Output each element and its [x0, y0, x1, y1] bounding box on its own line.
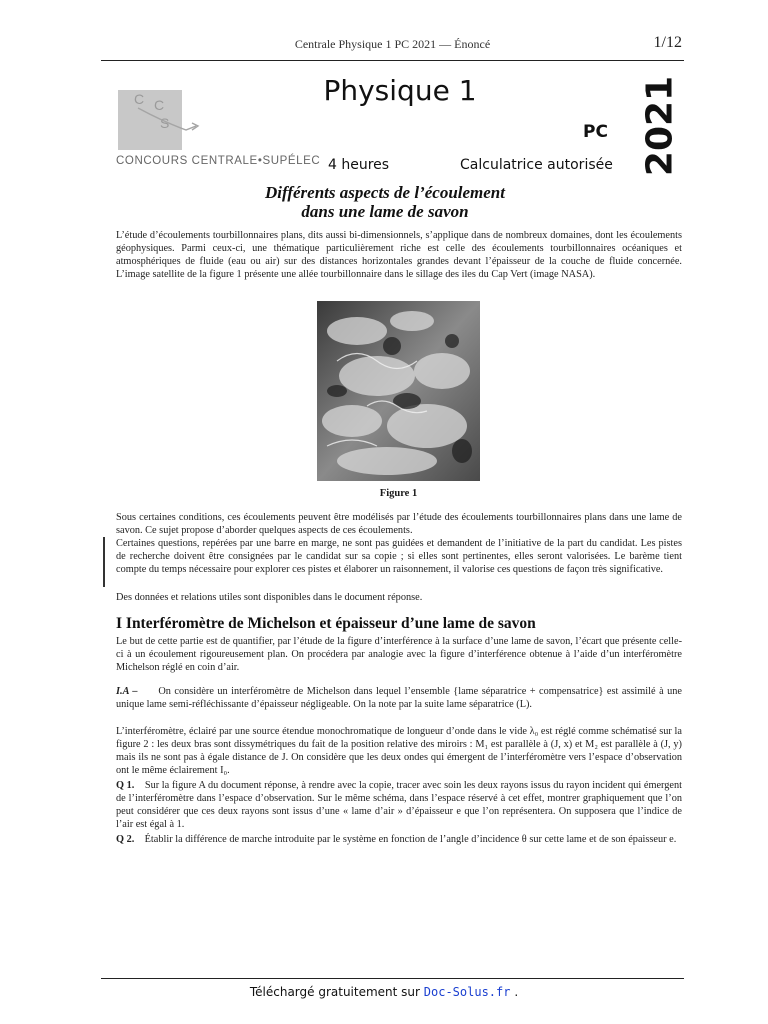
svg-text:S: S — [160, 115, 170, 131]
question-1 — [116, 779, 682, 831]
Q1-text: Sur la figure A du document réponse, à rendre avec la copie, tracer avec soin les deux rayons issus du rayon incident qui émergent de l’interféromètre dans l’espace d’observation. Sur le même schéma, dans l’espace réservé à cet effet, montrer graphiquement que l’on peut considérer que ces deux rayons sont issus d’une « lame d’air » d’épaisseur e que l’on représentera. On supposera que l’indice de l’air est égal à 1. — [116, 780, 682, 830]
footer-rule — [101, 978, 684, 979]
exam-duration: 4 heures — [328, 157, 390, 173]
Q2-label: Q 2. — [116, 834, 135, 845]
satellite-image — [317, 301, 480, 481]
intro-paragraph — [116, 229, 682, 281]
footer — [0, 985, 768, 999]
question-2 — [116, 833, 682, 846]
body-paragraph-3 — [116, 591, 682, 604]
body-text-2: Certaines questions, repérées par une barre en marge, ne sont pas guidées et demandent de l’initiative de la part du candidat. Les pistes de recherche doivent être consignées par le candidat sur sa copie ; si elles sont pertinentes, elles seront valorisées. Le barème tient compte du temps nécessaire pour explorer ces pistes et élaborer un raisonnement, il valorise ces questions de façon très significative. — [116, 538, 682, 575]
logo-wordmark: CONCOURS CENTRALE•SUPÉLEC — [116, 155, 321, 167]
body-text-1: Sous certaines conditions, ces écoulements peuvent être modélisés par l’étude des écoulements tourbillonnaires plans dans une lame de savon. Ce sujet propose d’aborder quelques aspects de ces écoulements. — [116, 512, 682, 536]
margin-bar — [103, 537, 105, 587]
Q1-label: Q 1. — [116, 780, 135, 791]
exam-series: PC — [583, 122, 608, 142]
body-paragraph-2 — [116, 537, 682, 576]
setup-text: L’interféromètre, éclairé par une source étendue monochromatique de longueur d’onde dans le vide λ₀ est réglé comme schématisé sur la figure 2 : les deux bras sont dissymétriques du fait de la position relative des miroirs : M₁ est parallèle à (J, x) et M₂ est parallèle à (J, y) mais ils ne sont pas à égale distance de J. On considère que les deux ondes qui émergent de l’interféromètre vers l’espace d’observation ont le même éclairement I₀. — [116, 726, 682, 776]
title-line-1: Différents aspects de l’écoulement — [264, 183, 505, 202]
exam-subject: Physique 1 — [323, 74, 477, 107]
footer-period: . — [514, 985, 519, 999]
header-rule — [101, 60, 684, 61]
document-title — [150, 183, 620, 221]
Q2-text: Établir la différence de marche introduite par le système en fonction de l’angle d’incidence θ sur cette lame et de son épaisseur e. — [144, 834, 677, 845]
title-line-2: dans une lame de savon — [301, 202, 469, 221]
section-intro-text: Le but de cette partie est de quantifier, par l’étude de la figure d’interférence à la surface d’une lame de savon, l’écart que présente celle-ci à un écoulement rigoureusement plan. On procédera par analogie avec la figure d’interférence obtenue à l’aide d’un interféromètre Michelson réglé en coin d’air. — [116, 636, 682, 673]
svg-text:C: C — [134, 91, 145, 107]
IA-label: I.A – — [116, 686, 138, 697]
body-paragraph-1 — [116, 511, 682, 537]
footer-text: Téléchargé gratuitement sur — [249, 985, 420, 999]
exam-year-text: 2021 — [639, 75, 681, 177]
running-header: Centrale Physique 1 PC 2021 — Énoncé — [294, 37, 491, 51]
figure-caption: Figure 1 — [379, 488, 418, 499]
footer-link[interactable]: Doc-Solus.fr — [423, 985, 511, 999]
page-number: 1/12 — [653, 34, 682, 51]
intro-text: L’étude d’écoulements tourbillonnaires plans, dits aussi bi-dimensionnels, s’applique dans de nombreux domaines, dont les écoulements géophysiques. Parmi ceux-ci, une thématique particulièrement riche est celle des écoulements tourbillonnaires océaniques et atmosphériques de fluide (eau ou air) sur des distances horizontales grandes devant l’épaisseur de la couche de fluide concernée. L’image satellite de la figure 1 présente une allée tourbillonnaire dans le sillage des iles du Cap Vert (image NASA). — [116, 230, 682, 280]
IA-text: On considère un interféromètre de Michelson dans lequel l’ensemble {lame séparatrice + compensatrice} est assimilé à une unique lame semi-réfléchissante d’épaisseur négligeable. On la note par la suite lame séparatrice (L). — [116, 686, 682, 710]
exam-year — [615, 76, 705, 176]
section-title: I Interféromètre de Michelson et épaisseur d’une lame de savon — [116, 615, 536, 632]
section-intro — [116, 635, 682, 674]
setup-paragraph — [116, 725, 682, 777]
calculator-policy: Calculatrice autorisée — [460, 157, 613, 173]
svg-text:C: C — [154, 97, 165, 113]
part-IA — [116, 685, 682, 711]
body-text-3: Des données et relations utiles sont disponibles dans le document réponse. — [116, 592, 423, 603]
